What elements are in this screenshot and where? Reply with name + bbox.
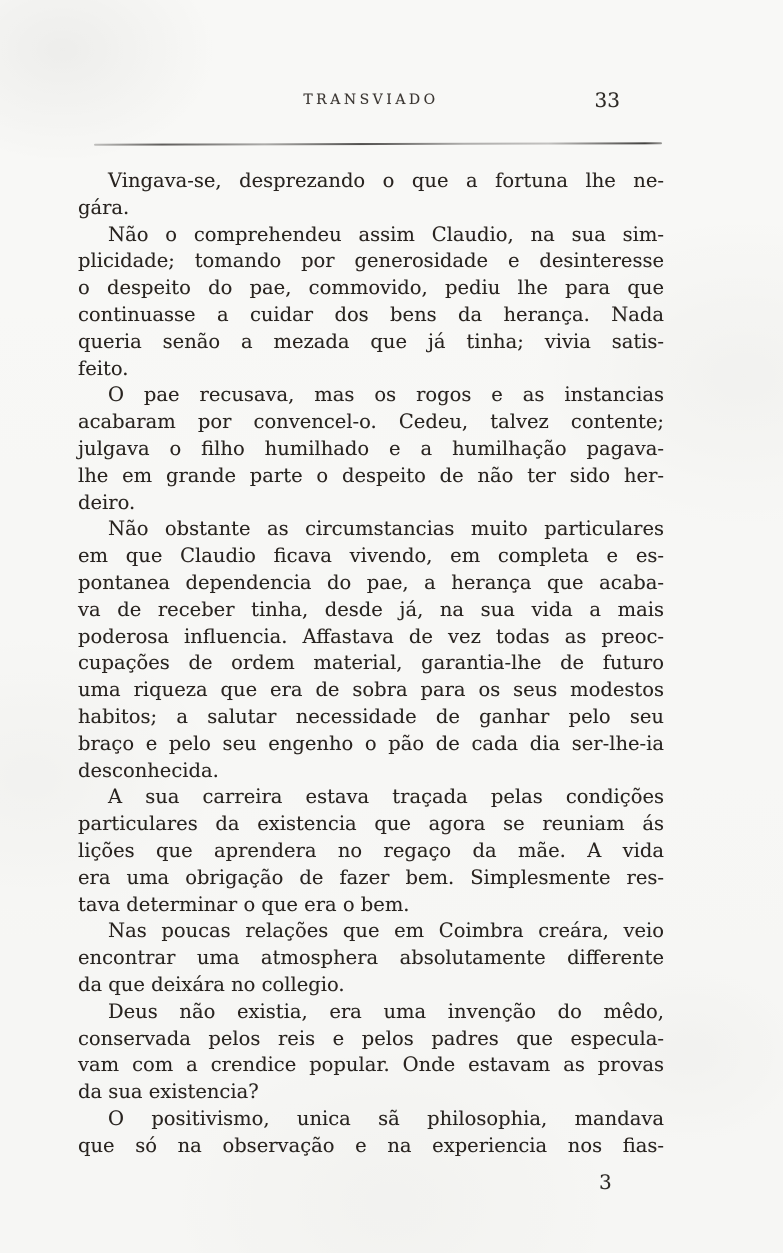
text-line: va de receber tinha, desde já, na sua vida a mais [78, 597, 664, 621]
text-line: Não o comprehendeu assim Claudio, na sua sim- [108, 222, 664, 246]
paragraph [78, 784, 664, 918]
text-line: julgava o filho humilhado e a humilhação pagava- [78, 436, 664, 460]
header-rule [94, 142, 662, 145]
text-line: O positivismo, unica sã philosophia, mandava [108, 1106, 664, 1130]
text-line: habitos; a salutar necessidade de ganhar pelo seu [78, 704, 664, 728]
text-line: conservada pelos reis e pelos padres que especula- [78, 1026, 664, 1050]
text-line: acabaram por convencel-o. Cedeu, talvez contente; [78, 410, 664, 434]
page-number: 33 [594, 88, 620, 112]
text-line: queria senão a mezada que já tinha; vivia satis- [78, 329, 664, 353]
text-line: poderosa influencia. Affastava de vez todas as preoc- [78, 624, 664, 648]
text-line: da que deixára no collegio. [78, 972, 345, 996]
text-line: desconhecida. [78, 758, 219, 782]
text-line: lições que aprendera no regaço da mãe. A vida [78, 838, 664, 862]
text-line: continuasse a cuidar dos bens da herança. Nada [78, 302, 664, 326]
text-line: tava determinar o que era o bem. [78, 892, 410, 916]
signature-mark: 3 [599, 1170, 612, 1194]
text-line: braço e pelo seu engenho o pão de cada dia ser-lhe-ia [78, 731, 664, 755]
text-line: cupações de ordem material, garantia-lhe de futuro [78, 651, 664, 675]
text-line: que só na observação e na experiencia nos fias- [78, 1133, 664, 1157]
text-line: uma riqueza que era de sobra para os seus modestos [78, 678, 664, 702]
text-line: Vingava-se, desprezando o que a fortuna lhe ne- [108, 169, 664, 192]
text-line: particulares da existencia que agora se reuniam ás [78, 812, 664, 836]
text-line: feito. [78, 356, 129, 380]
text-line: Nas poucas relações que em Coimbra creára, veio [108, 919, 664, 943]
paragraph [78, 999, 664, 1106]
text-line: em que Claudio ficava vivendo, em completa e es- [78, 544, 664, 568]
page-title: TRANSVIADO [303, 92, 439, 108]
text-line: Deus não existia, era uma invenção do mêdo, [108, 999, 664, 1023]
text-line: pontanea dependencia do pae, a herança que acaba- [78, 570, 664, 594]
text-line: o despeito do pae, commovido, pediu lhe para que [78, 276, 664, 300]
paragraph [78, 168, 664, 222]
paragraph [78, 1106, 664, 1160]
text-line: gára. [78, 195, 130, 219]
text-line: era uma obrigação de fazer bem. Simplesmente res- [78, 865, 664, 889]
paragraph [78, 516, 664, 784]
page-paragraphs [78, 168, 664, 1159]
paragraph [78, 222, 664, 383]
paragraph [78, 918, 664, 998]
text-line: O pae recusava, mas os rogos e as instancias [108, 383, 664, 407]
text-line: Não obstante as circumstancias muito particulares [108, 517, 664, 541]
text-line: plicidade; tomando por generosidade e desinteresse [78, 249, 664, 273]
running-header [78, 88, 664, 116]
paragraph [78, 382, 664, 516]
text-line: lhe em grande parte o despeito de não ter sido her- [78, 463, 664, 487]
text-line: A sua carreira estava traçada pelas condições [108, 785, 664, 809]
text-line: deiro. [78, 490, 136, 514]
text-line: encontrar uma atmosphera absolutamente differente [78, 946, 664, 970]
text-line: da sua existencia? [78, 1080, 259, 1104]
text-line: vam com a crendice popular. Onde estavam as provas [78, 1053, 664, 1077]
